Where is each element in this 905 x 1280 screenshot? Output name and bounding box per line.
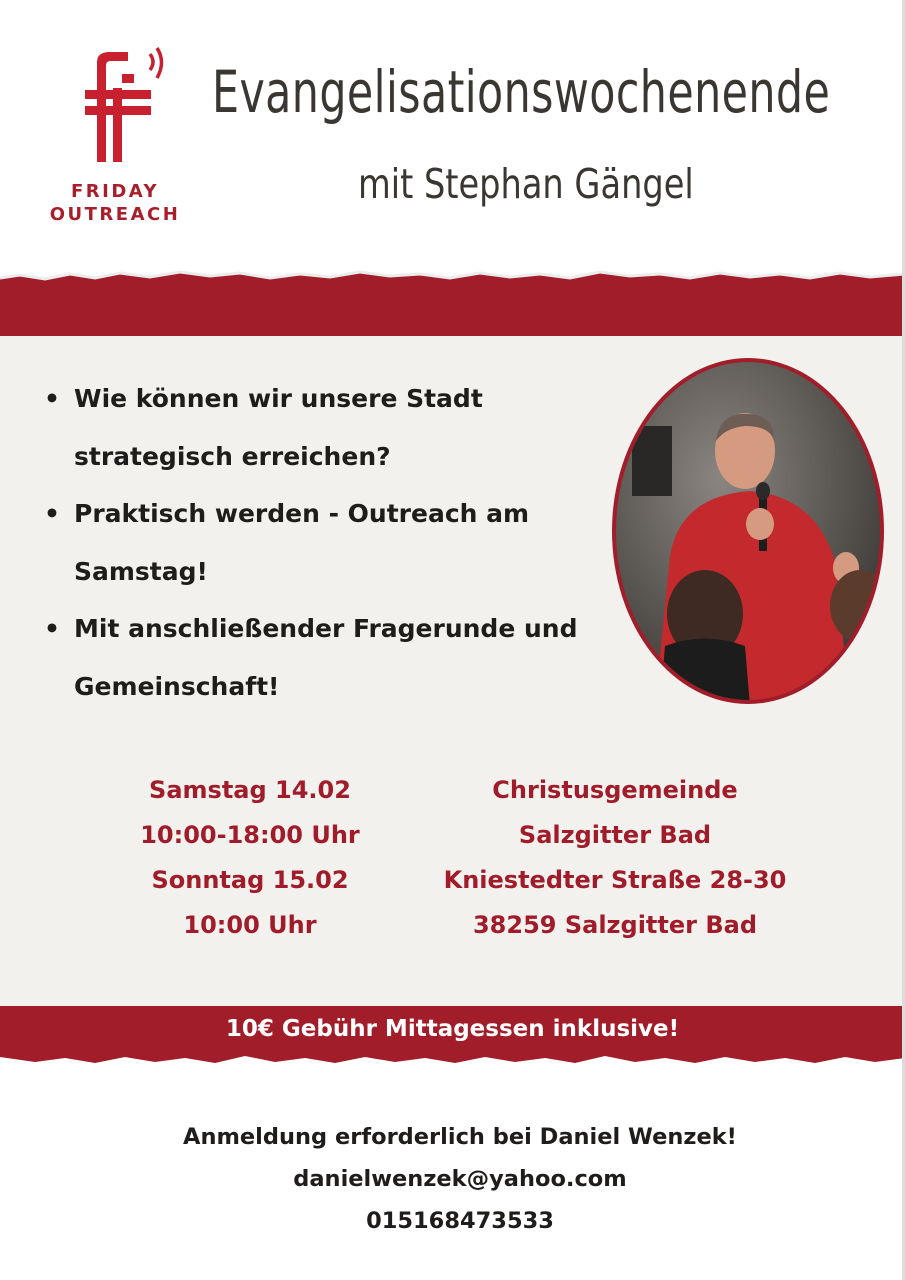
contact-email[interactable]: danielwenzek@yahoo.com (293, 1166, 627, 1192)
schedule-time-2: 10:00 Uhr (183, 911, 317, 939)
page-subtitle: mit Stephan Gängel (358, 160, 694, 208)
feature-list (44, 370, 604, 715)
contact-phone[interactable]: 015168473533 (366, 1208, 554, 1234)
list-item: • Wie können wir unsere Stadt strategisch erreichen? (44, 370, 604, 485)
location-block (410, 768, 820, 948)
location-street: Kniestedter Straße 28-30 (443, 866, 787, 894)
logo-line-1: FRIDAY (70, 181, 160, 202)
list-item: • Mit anschließender Fragerunde und Gemeinschaft! (44, 600, 604, 715)
schedule-day-2: Sonntag 15.02 (151, 866, 349, 894)
schedule-time-1: 10:00-18:00 Uhr (140, 821, 360, 849)
torn-banner-top (0, 266, 905, 336)
speaker-photo (610, 356, 886, 706)
fee-banner-text: 10€ Gebühr Mittagessen inklusive! (225, 1016, 680, 1042)
page-title: Evangelisationswochenende (212, 58, 831, 126)
registration-note: Anmeldung erforderlich bei Daniel Wenzek! (183, 1124, 737, 1150)
logo-line-2: OUTREACH (49, 204, 181, 225)
location-area: Salzgitter Bad (518, 821, 712, 849)
contact-block (100, 1116, 820, 1242)
location-city: 38259 Salzgitter Bad (472, 911, 757, 939)
schedule-block (110, 768, 390, 948)
list-item: • Praktisch werden - Outreach am Samstag! (44, 485, 604, 600)
schedule-day-1: Samstag 14.02 (149, 776, 351, 804)
logo-wordmark (40, 180, 190, 226)
location-name: Christusgemeinde (492, 776, 738, 804)
